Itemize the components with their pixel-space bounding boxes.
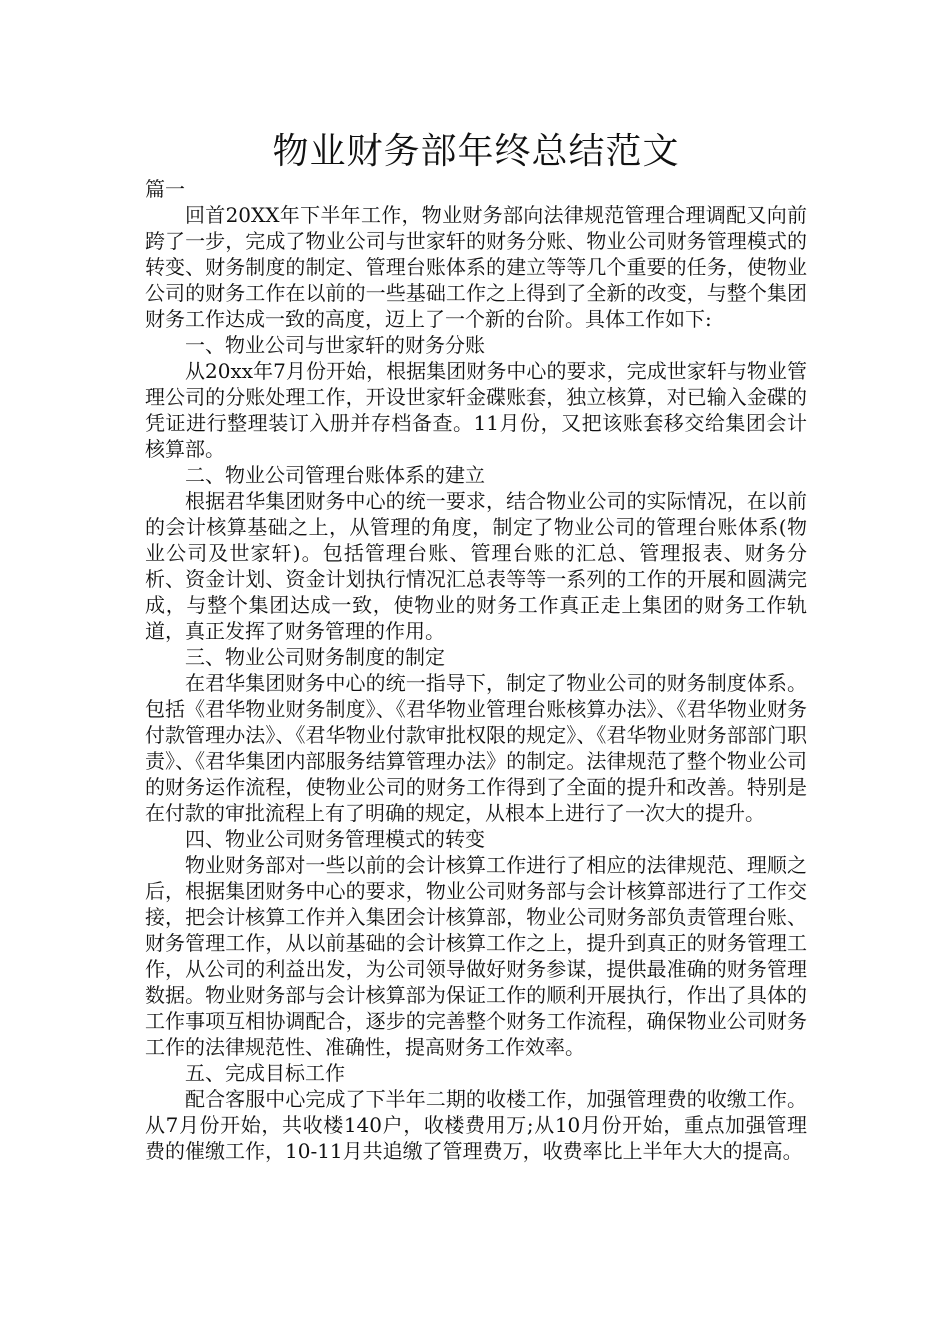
document-page	[145, 128, 807, 1164]
section-heading-5: 五、完成目标工作	[185, 1061, 345, 1085]
intro-paragraph: 回首20XX年下半年工作，物业财务部向法律规范管理合理调配又向前跨了一步，完成了物业公司与世家轩的财务分账、物业公司财务管理模式的转变、财务制度的制定、管理台账体系的建立等等几个重要的任务，使物业公司的财务工作在以前的一些基础工作之上得到了全新的改变，与整个集团财务工作达成一致的高度，迈上了一个新的台阶。具体工作如下:	[145, 203, 807, 331]
section-body-3: 在君华集团财务中心的统一指导下，制定了物业公司的财务制度体系。包括《君华物业财务制度》、《君华物业管理台账核算办法》、《君华物业财务付款管理办法》、《君华物业付款审批权限的规定》、《君华物业财务部部门职责》、《君华集团内部服务结算管理办法》的制定。法律规范了整个物业公司的财务运作流程，使物业公司的财务工作得到了全面的提升和改善。特别是在付款的审批流程上有了明确的规定，从根本上进行了一次大的提升。	[145, 671, 807, 825]
section-heading-3: 三、物业公司财务制度的制定	[185, 645, 445, 669]
section-body-1: 从20xx年7月份开始，根据集团财务中心的要求，完成世家轩与物业管理公司的分账处理工作，开设世家轩金碟账套，独立核算，对已输入金碟的凭证进行整理装订入册并存档备查。11月份，又把该账套移交给集团会计核算部。	[145, 359, 807, 461]
section-body-2: 根据君华集团财务中心的统一要求，结合物业公司的实际情况，在以前的会计核算基础之上，从管理的角度，制定了物业公司的管理台账体系(物业公司及世家轩)。包括管理台账、管理台账的汇总、管理报表、财务分析、资金计划、资金计划执行情况汇总表等等一系列的工作的开展和圆满完成，与整个集团达成一致，使物业的财务工作真正走上集团的财务工作轨道，真正发挥了财务管理的作用。	[145, 489, 807, 643]
section-body-5: 配合客服中心完成了下半年二期的收楼工作，加强管理费的收缴工作。从7月份开始，共收楼140户，收楼费用万;从10月份开始，重点加强管理费的催缴工作，10-11月共追缴了管理费万，收费率比上半年大大的提高。	[145, 1087, 807, 1163]
section-heading-4: 四、物业公司财务管理模式的转变	[185, 827, 485, 851]
section-heading-1: 一、物业公司与世家轩的财务分账	[185, 333, 485, 357]
part-label: 篇一	[145, 177, 185, 201]
document-title: 物业财务部年终总结范文	[272, 131, 680, 172]
section-heading-2: 二、物业公司管理台账体系的建立	[185, 463, 485, 487]
section-body-4: 物业财务部对一些以前的会计核算工作进行了相应的法律规范、理顺之后，根据集团财务中心的要求，物业公司财务部与会计核算部进行了工作交接，把会计核算工作并入集团会计核算部，物业公司财务部负责管理台账、财务管理工作，从以前基础的会计核算工作之上，提升到真正的财务管理工作，从公司的利益出发，为公司领导做好财务参谋，提供最准确的财务管理数据。物业财务部与会计核算部为保证工作的顺利开展执行，作出了具体的工作事项互相协调配合，逐步的完善整个财务工作流程，确保物业公司财务工作的法律规范性、准确性，提高财务工作效率。	[145, 853, 807, 1059]
